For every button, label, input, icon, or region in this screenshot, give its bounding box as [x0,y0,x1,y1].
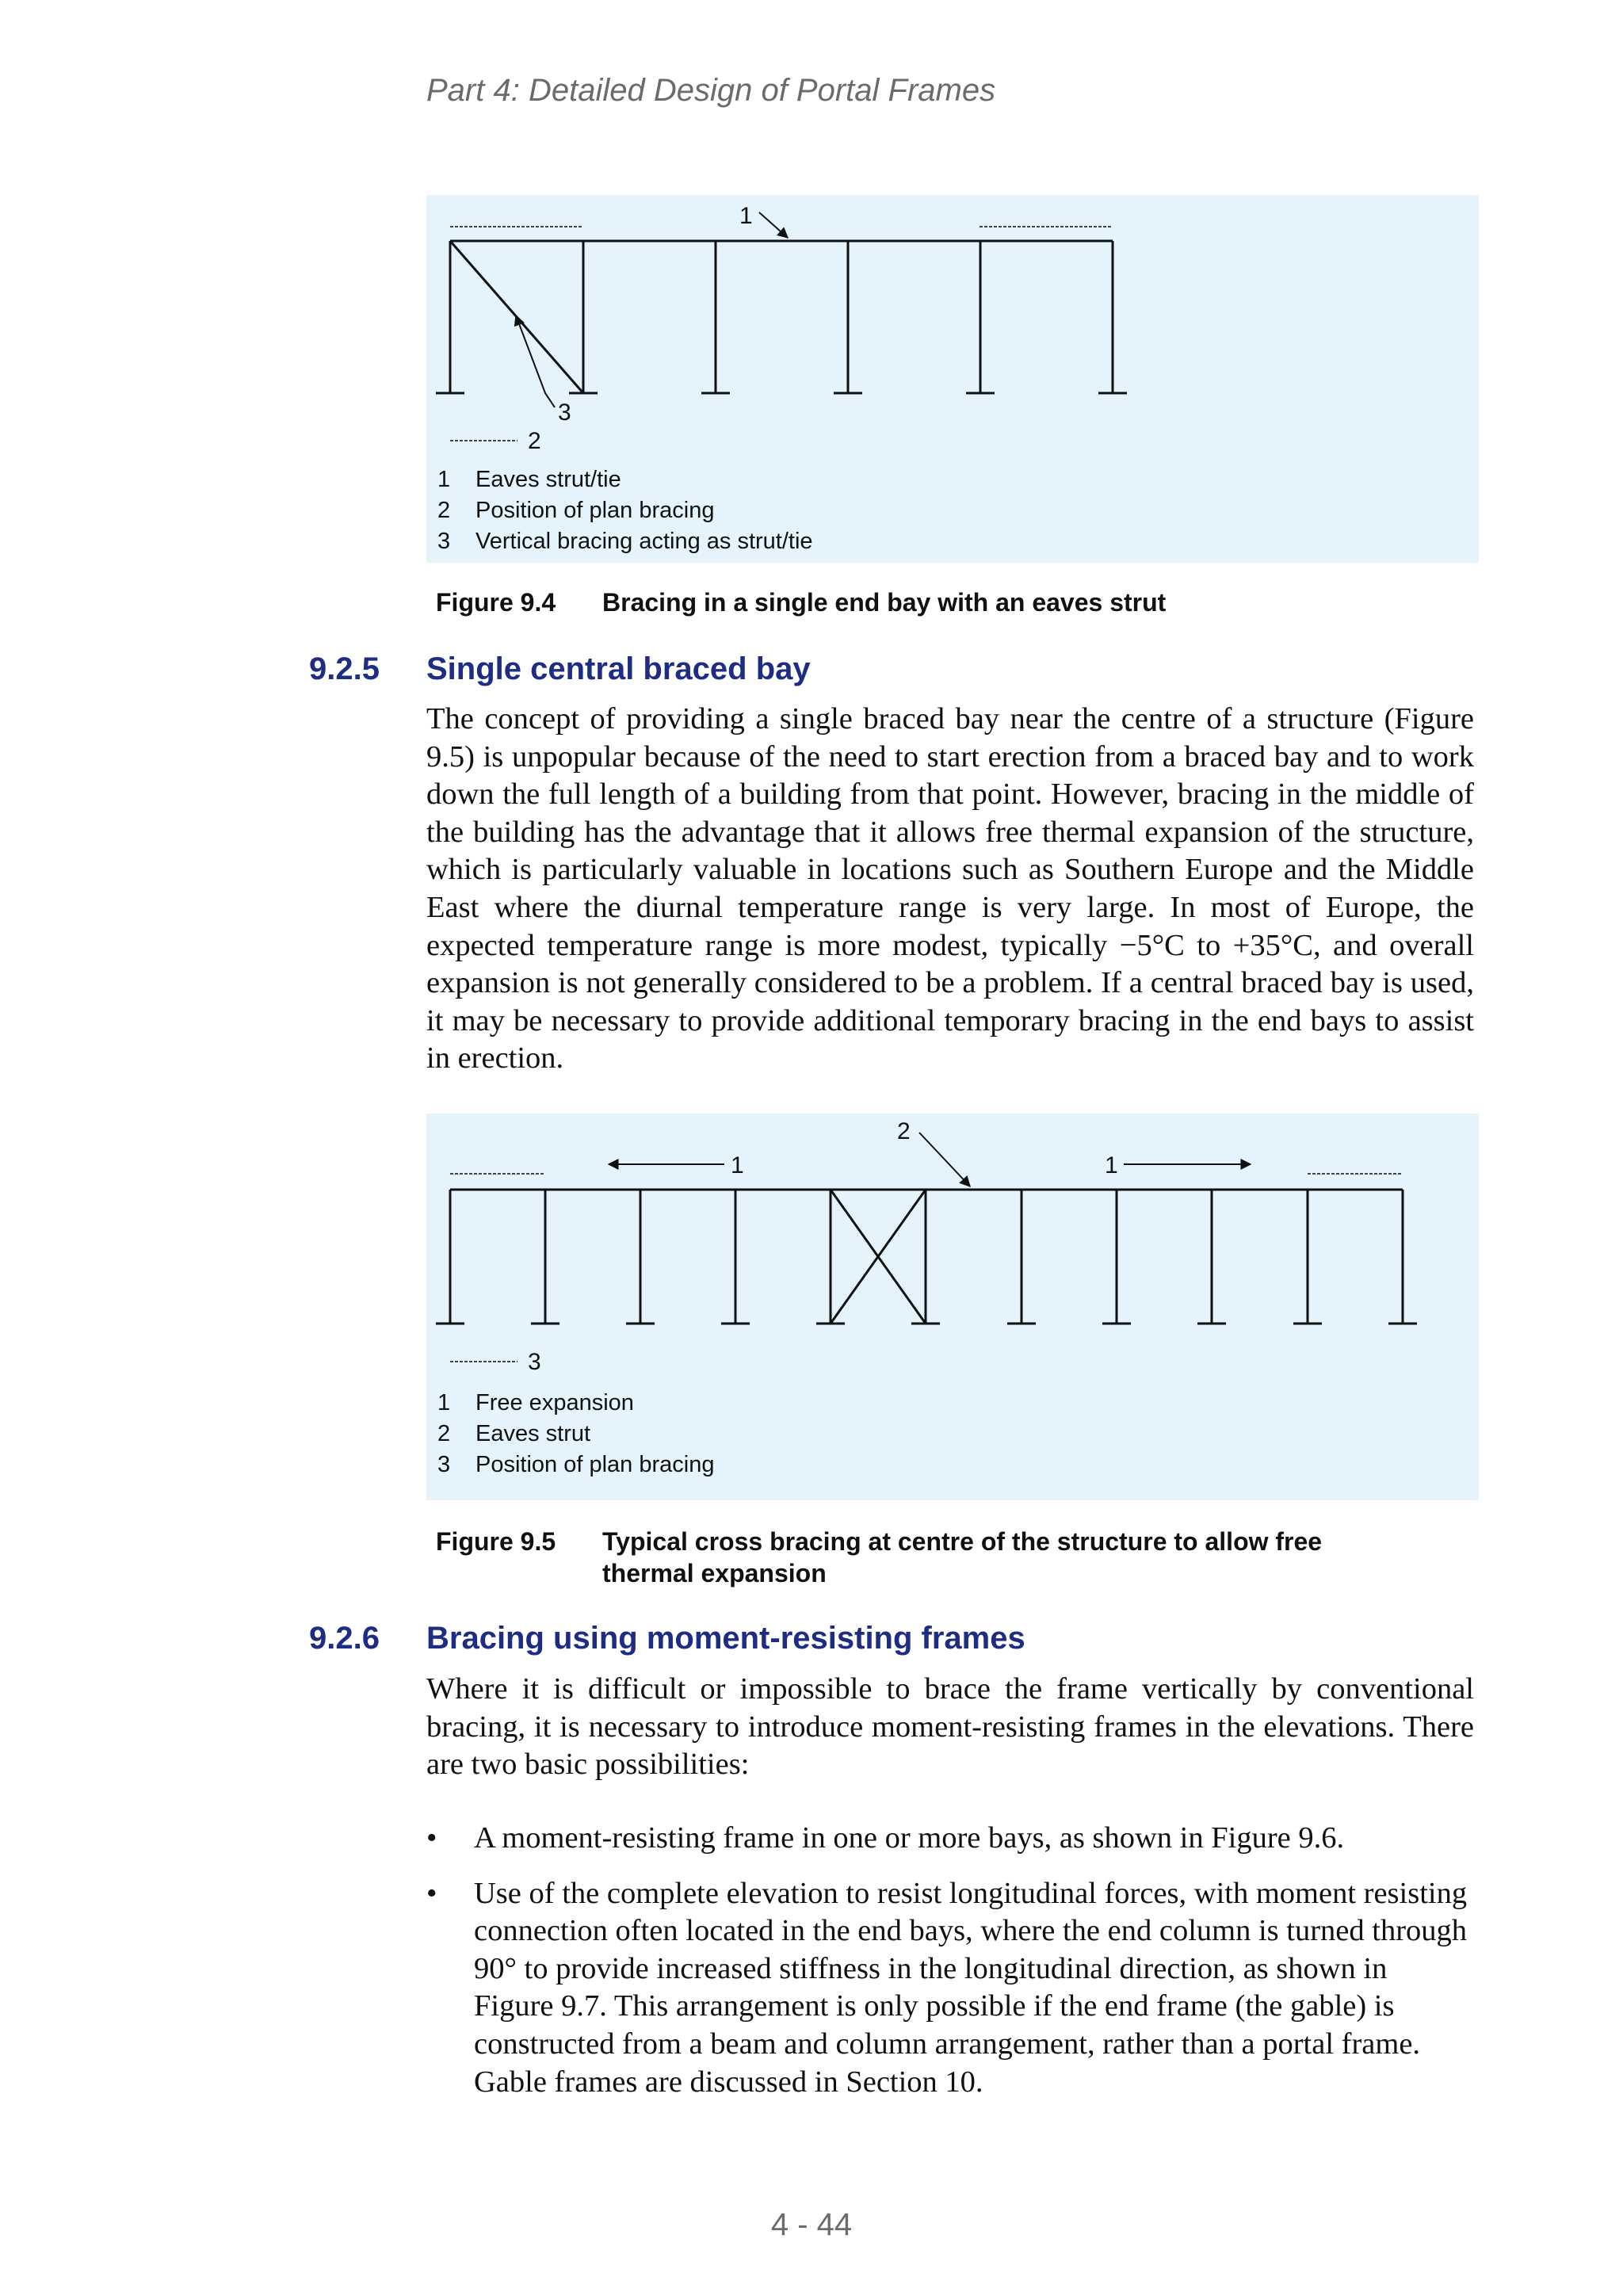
marker-1: 1 [731,1152,744,1179]
bullet-item [426,1875,1474,2102]
columns [436,241,1127,393]
figure-9-5-caption [436,1526,1411,1589]
marker-3: 3 [528,1349,541,1375]
caption-number: Figure 9.4 [436,588,556,617]
legend-item: 2 Eaves strut [437,1421,591,1446]
section-title: Bracing using moment-resisting frames [426,1621,1025,1656]
marker-2: 2 [528,428,541,454]
caption-number: Figure 9.5 [436,1527,556,1556]
bullet-symbol: • [426,1821,437,1855]
legend-item: 1 Free expansion [437,1390,634,1415]
section-number: 9.2.6 [309,1621,380,1656]
running-header: Part 4: Detailed Design of Portal Frames [426,73,996,108]
figure-9-5-legend [437,1388,714,1480]
figure-9-5 [426,1114,1479,1500]
bullet-text: Use of the complete elevation to resist longitudinal forces, with moment resisting connection often located in the end bays, where the end column is turned through 90° to provide increased stiffness in the longitudinal direction, as shown in Figure 9.7. This arrangement is only possible if the end frame (the gable) is constructed from a beam and column arrangement, rather than a portal frame. Gable frames are discussed in Section 10. [474,1876,1468,2099]
leader-arrow-1 [759,212,788,238]
caption-text: Bracing in a single end bay with an eaves strut [602,588,1167,617]
columns [436,1190,1417,1324]
legend-item: 1 Eaves strut/tie [437,467,621,492]
section-paragraph: Where it is difficult or impossible to brace the frame vertically by conventional bracing, it is necessary to introduce moment-resisting frames in the elevations. There are two basic possibilities: [426,1672,1474,1782]
marker-1: 1 [739,203,753,229]
legend-item: 2 Position of plan bracing [437,498,715,523]
section-title: Single central braced bay [426,651,811,686]
bullet-list [426,1820,1474,2118]
figure-9-4-caption [436,586,1411,618]
section-number: 9.2.5 [309,651,380,686]
bullet-symbol: • [426,1876,437,1910]
section-paragraph: The concept of providing a single braced bay near the centre of a structure (Figure 9.5) is unpopular because of the need to start erection from a braced bay and to work down the full length of a building from that point. However, bracing in the middle of the building has the advantage that it allows free thermal expansion of the structure, which is particularly valuable in locations such as Southern Europe and the Middle East where the diurnal temperature range is very large. In most of Europe, the expected temperature range is more modest, typically −5°C to +35°C, and overall expansion is not generally considered to be a problem. If a central braced bay is used, it may be necessary to provide additional temporary bracing in the end bays to assist in erection. [426,702,1474,1075]
marker-3: 3 [558,399,571,426]
page-number: 4 - 44 [770,2207,853,2242]
marker-2: 2 [897,1118,911,1144]
legend-item: 3 Vertical bracing acting as strut/tie [437,529,813,554]
bullet-item [426,1820,1474,1858]
bullet-text: A moment-resisting frame in one or more bays, as shown in Figure 9.6. [474,1821,1345,1855]
figure-9-4 [426,195,1479,563]
caption-text: Typical cross bracing at centre of the structure to allow free thermal expansion [602,1527,1323,1587]
legend-item: 3 Position of plan bracing [437,1452,715,1477]
leader-arrow-2 [919,1133,970,1186]
leader-arrow-3 [516,315,555,407]
marker-1: 1 [1105,1152,1118,1179]
figure-9-4-legend [437,464,813,557]
